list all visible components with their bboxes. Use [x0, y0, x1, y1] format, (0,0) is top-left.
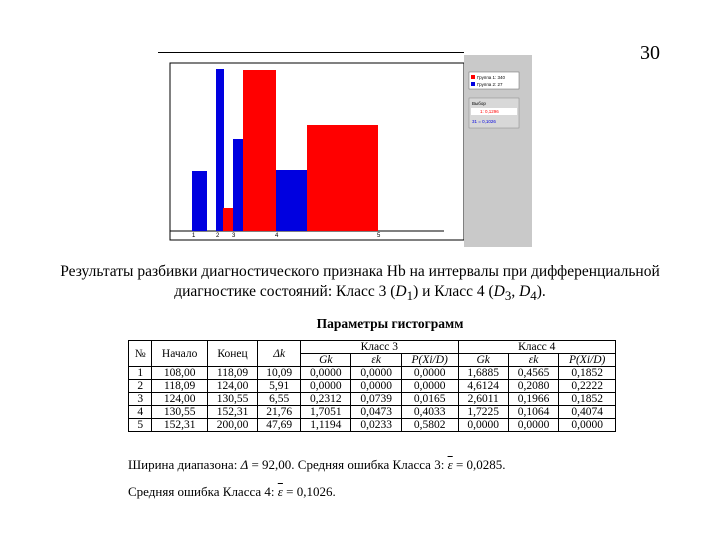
table-cell: 0,4565: [508, 367, 558, 380]
col-p-4: P(Xi/D): [559, 354, 616, 367]
table-cell: 118,09: [152, 380, 207, 393]
table-cell: 0,0165: [401, 393, 458, 406]
table-cell: 0,2312: [301, 393, 351, 406]
table-cell: 200,00: [207, 419, 257, 432]
table-cell: 108,00: [152, 367, 207, 380]
epsilon-bar-3: $\overline{\varepsilon}$: [447, 457, 453, 472]
table-cell: 0,0000: [458, 419, 508, 432]
col-gk-3: Gk: [301, 354, 351, 367]
bar-blue-3: [233, 139, 243, 231]
bar-blue-1: [192, 171, 207, 231]
table-row: [129, 406, 616, 419]
caption-text-a: диагностике состояний: Класс 3 (: [174, 283, 396, 300]
table-cell: 0,0000: [508, 419, 558, 432]
table-cell: 0,0000: [559, 419, 616, 432]
col-p-3: P(Xi/D): [401, 354, 458, 367]
table-cell: 152,31: [152, 419, 207, 432]
table-cell: 0,0000: [301, 367, 351, 380]
caption-d3-sub: 3: [504, 288, 512, 304]
col-ek-4: εk: [508, 354, 558, 367]
bar-red-4: [243, 70, 276, 231]
table-cell: 3: [129, 393, 152, 406]
table-row: [129, 419, 616, 432]
footnote-line-2: Средняя ошибка Класса 4: $\overline{\varepsilon} = 0,1026$.: [128, 484, 336, 499]
delta-symbol: Δ: [240, 457, 249, 472]
table-cell: 0,0473: [351, 406, 401, 419]
caption-text-c: ).: [536, 283, 546, 300]
table-cell: 47,69: [258, 419, 301, 432]
table-cell: 2,6011: [458, 393, 508, 406]
tick-label-4: 4: [275, 233, 279, 239]
col-dk: Δk: [258, 341, 301, 367]
table-cell: 124,00: [152, 393, 207, 406]
table-cell: 0,0000: [351, 380, 401, 393]
table-cell: 0,1966: [508, 393, 558, 406]
legend-swatch-blue: [471, 82, 475, 86]
bar-blue-2: [216, 69, 224, 231]
table-cell: 4,6124: [458, 380, 508, 393]
col-class4: Класс 4: [458, 341, 616, 354]
table-cell: 4: [129, 406, 152, 419]
tick-label-2: 2: [216, 233, 220, 239]
legend-line-1: Группа 1: 340: [477, 75, 506, 80]
selection-line-1: 1: 0,1296: [480, 109, 499, 114]
bar-blue-4: [276, 170, 307, 231]
caption-sep: ,: [511, 283, 520, 300]
caption-line-2: [40, 282, 680, 306]
table-row: [129, 393, 616, 406]
table-row: [129, 380, 616, 393]
caption-d4-sub: 4: [530, 288, 537, 304]
col-gk-4: Gk: [458, 354, 508, 367]
histogram-params-table: [128, 340, 616, 432]
table-cell: 10,09: [258, 367, 301, 380]
table-cell: 0,1852: [559, 393, 616, 406]
bar-red-3: [223, 208, 233, 231]
table-cell: 0,4033: [401, 406, 458, 419]
table-cell: 2: [129, 380, 152, 393]
col-ek-3: εk: [351, 354, 401, 367]
table-cell: 0,0000: [301, 380, 351, 393]
table-cell: 124,00: [207, 380, 257, 393]
table-cell: 0,0000: [401, 367, 458, 380]
col-class3: Класс 3: [301, 341, 458, 354]
caption-line-1: Результаты разбивки диагностического признака Hb на интервалы при дифференциальной: [60, 263, 660, 280]
table-cell: 6,55: [258, 393, 301, 406]
table-title: Параметры гистограмм: [316, 316, 464, 331]
table-row: [129, 367, 616, 380]
table-cell: 5: [129, 419, 152, 432]
table-cell: 130,55: [207, 393, 257, 406]
footnote-line-1: Ширина диапазона: Δ = 92,00. Средняя ошибка Класса 3: $\overline{\varepsilon} = 0,0285$.: [128, 457, 506, 472]
table-cell: 0,5802: [401, 419, 458, 432]
table-cell: 1,1194: [301, 419, 351, 432]
caption-d1: D: [395, 283, 407, 300]
figure-caption: [40, 262, 680, 306]
legend-swatch-red: [471, 75, 475, 79]
table-cell: 152,31: [207, 406, 257, 419]
table-cell: 0,1852: [559, 367, 616, 380]
table-cell: 1,6885: [458, 367, 508, 380]
slide-number: 30: [640, 42, 660, 64]
table-cell: 0,2080: [508, 380, 558, 393]
table-cell: 0,0000: [401, 380, 458, 393]
histogram-chart: [160, 55, 532, 247]
table-cell: 1: [129, 367, 152, 380]
caption-d3: D: [493, 283, 505, 300]
table-cell: 0,0739: [351, 393, 401, 406]
table-cell: 0,2222: [559, 380, 616, 393]
table-body: [129, 367, 616, 432]
table-cell: 1,7051: [301, 406, 351, 419]
col-end: Конец: [207, 341, 257, 367]
top-rule: [158, 52, 464, 53]
selection-title: Выбор: [472, 101, 486, 106]
tick-label-5: 5: [377, 233, 381, 239]
caption-text-b: ) и Класс 4 (: [413, 283, 494, 300]
tick-label-3: 3: [232, 233, 236, 239]
caption-d4: D: [519, 283, 531, 300]
table-cell: 130,55: [152, 406, 207, 419]
table-cell: 0,4074: [559, 406, 616, 419]
table-cell: 0,0000: [351, 367, 401, 380]
table-cell: 118,09: [207, 367, 257, 380]
bar-red-5: [307, 125, 378, 231]
caption-d1-sub: 1: [406, 288, 414, 304]
table-cell: 5,91: [258, 380, 301, 393]
tick-label-1: 1: [192, 233, 196, 239]
table-cell: 0,1064: [508, 406, 558, 419]
col-num: №: [129, 341, 152, 367]
selection-line-2: 31 = 0,1026: [472, 119, 496, 124]
epsilon-bar-4: $\overline{\varepsilon}$: [277, 484, 283, 499]
table-cell: 0,0233: [351, 419, 401, 432]
table-cell: 21,76: [258, 406, 301, 419]
table-cell: 1,7225: [458, 406, 508, 419]
col-start: Начало: [152, 341, 207, 367]
legend-line-2: Группа 2: 27: [477, 82, 503, 87]
